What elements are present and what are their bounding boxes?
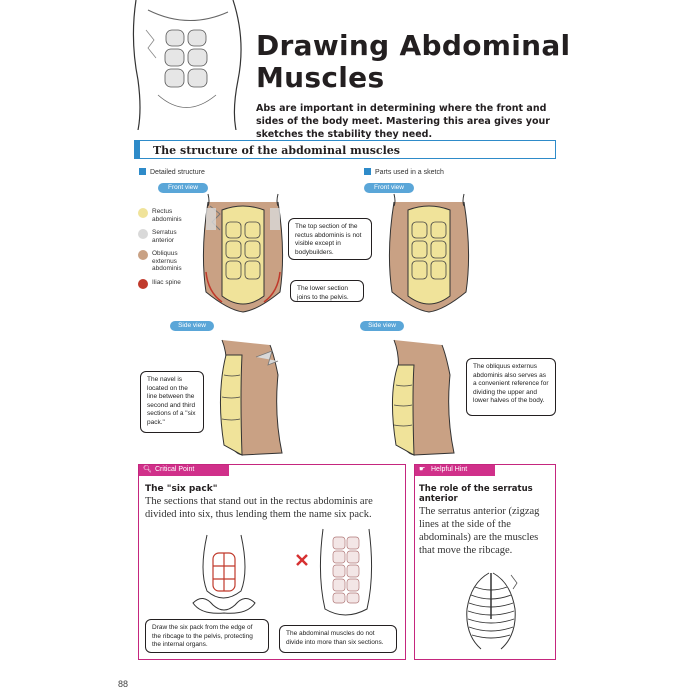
legend-label-rectus: Rectus abdominis [152, 208, 182, 223]
callout-lower-section: The lower section joins to the pelvis. [290, 280, 364, 302]
six-pack-incorrect-illustration [315, 525, 377, 621]
serratus-swatch [138, 229, 148, 239]
six-pack-correct-illustration [189, 531, 259, 615]
caption-six-pack-incorrect: The abdominal muscles do not divide into more than six sections. [279, 625, 397, 653]
helpful-hint-box [414, 464, 556, 660]
helpful-hint-tab-label: Helpful Hint [431, 466, 468, 473]
side-view-pill-left: Side view [170, 321, 214, 331]
legend-label-iliac: Iliac spine [152, 278, 181, 286]
front-view-detailed-illustration [198, 192, 288, 314]
section-header [134, 140, 556, 159]
helpful-hint-title: The role of the serratus anterior [419, 484, 533, 504]
front-view-pill-right: Front view [364, 183, 414, 193]
callout-top-section: The top section of the rectus abdominis is not visible except in bodybuilders. [288, 218, 372, 260]
parts-used-label: Parts used in a sketch [375, 169, 444, 176]
helpful-hint-tab [415, 465, 495, 476]
legend-item [138, 279, 200, 289]
critical-point-body: The sections that stand out in the rectus abdominis are divided into six, thus lending them the name six pack. [145, 496, 373, 520]
square-bullet-icon [364, 168, 371, 175]
legend-label-obliquus: Obliquus externus abdominis [152, 250, 182, 272]
legend-item [138, 250, 200, 273]
callout-obliquus: The obliquus externus abdominis also serves as a convenient reference for dividing the upper and lower halves of the body. [466, 358, 556, 416]
legend-item [138, 229, 200, 244]
intro-text: Abs are important in determining where the front and sides of the body meet. Mastering this area gives your sketches the stability they need. [256, 103, 550, 140]
muscle-legend [138, 208, 200, 289]
page-title: Drawing Abdominal Muscles [256, 29, 571, 94]
side-view-detailed-illustration [212, 335, 292, 457]
side-view-pill-right: Side view [360, 321, 404, 331]
detailed-structure-heading [139, 168, 205, 177]
section-title: The structure of the abdominal muscles [153, 144, 400, 157]
hand-pointer-icon: ☛ [419, 466, 426, 473]
front-view-parts-illustration [384, 192, 474, 314]
cross-icon [295, 553, 309, 567]
critical-point-tab-label: Critical Point [155, 466, 195, 473]
rectus-swatch [138, 208, 148, 218]
callout-navel: The navel is located on the line between the second and third sections of a "six pack." [140, 371, 204, 433]
detailed-structure-label: Detailed structure [150, 169, 205, 176]
front-view-pill-left: Front view [158, 183, 208, 193]
side-view-parts-illustration [384, 335, 464, 457]
page-number: 88 [118, 679, 129, 689]
ribcage-illustration [459, 569, 523, 655]
critical-point-tab [139, 465, 229, 476]
critical-point-title: The "six pack" [145, 484, 218, 494]
iliac-swatch [138, 279, 148, 289]
magnifier-icon: 🔍︎ [143, 466, 152, 473]
parts-used-heading [364, 168, 444, 177]
legend-label-serratus: Serratus anterior [152, 229, 177, 244]
critical-point-box [138, 464, 406, 660]
obliquus-swatch [138, 250, 148, 260]
torso-sketch-header [128, 0, 253, 130]
legend-item [138, 208, 200, 223]
square-bullet-icon [139, 168, 146, 175]
helpful-hint-body: The serratus anterior (zigzag lines at the side of the abdominals) are the muscles that move the ribcage. [419, 506, 540, 556]
caption-six-pack-correct: Draw the six pack from the edge of the ribcage to the pelvis, protecting the internal organs. [145, 619, 269, 653]
